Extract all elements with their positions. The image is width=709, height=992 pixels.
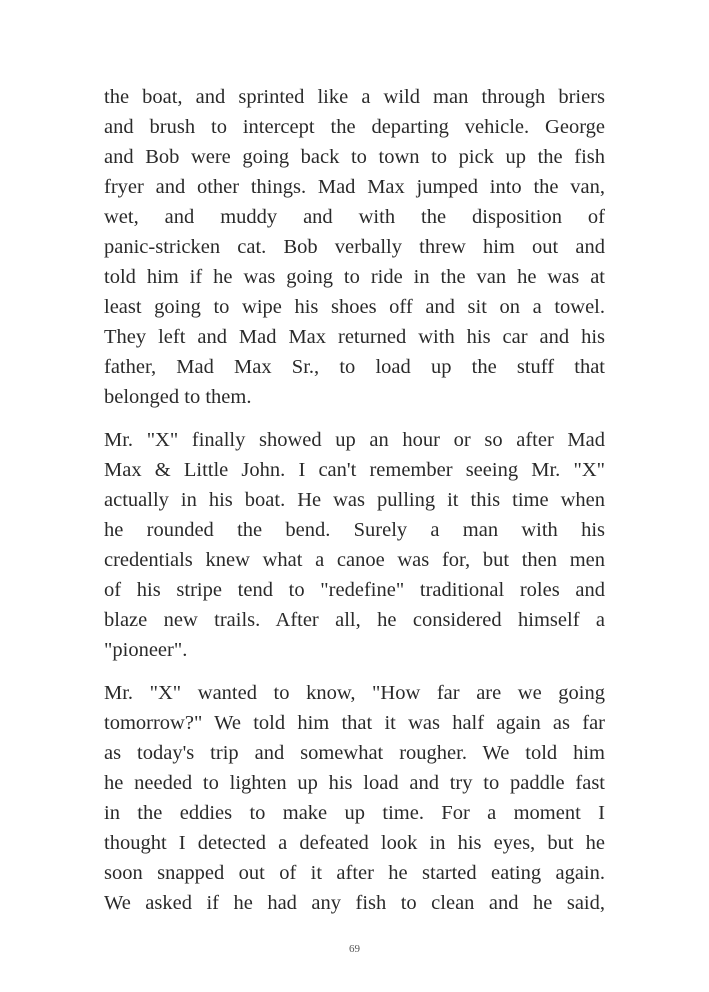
text-line: the boat, and sprinted like a wild man through briers (104, 86, 605, 108)
text-line: "pioneer". (104, 639, 188, 661)
page-body (104, 82, 605, 931)
text-line: and brush to intercept the departing vehicle. George (104, 116, 605, 138)
text-line: he rounded the bend. Surely a man with his (104, 519, 605, 541)
paragraph-2 (104, 425, 605, 665)
text-line: They left and Mad Max returned with his car and his (104, 326, 605, 348)
text-line: We asked if he had any fish to clean and he said, (104, 892, 605, 914)
text-line: Max & Little John. I can't remember seeing Mr. "X" (104, 459, 605, 481)
paragraph-3 (104, 678, 605, 918)
text-line: of his stripe tend to "redefine" traditional roles and (104, 579, 605, 601)
text-line: blaze new trails. After all, he considered himself a (104, 609, 605, 631)
text-line: belonged to them. (104, 386, 252, 408)
text-line: he needed to lighten up his load and try to paddle fast (104, 772, 605, 794)
text-line: thought I detected a defeated look in his eyes, but he (104, 832, 605, 854)
page-number: 69 (349, 943, 360, 955)
text-line: fryer and other things. Mad Max jumped into the van, (104, 176, 605, 198)
text-line: credentials knew what a canoe was for, but then men (104, 549, 605, 571)
text-line: actually in his boat. He was pulling it this time when (104, 489, 605, 511)
text-line: wet, and muddy and with the disposition of (104, 206, 605, 228)
text-line: Mr. "X" finally showed up an hour or so after Mad (104, 429, 605, 451)
text-line: as today's trip and somewhat rougher. We told him (104, 742, 605, 764)
paragraph-1 (104, 82, 605, 412)
text-line: and Bob were going back to town to pick up the fish (104, 146, 605, 168)
text-line: told him if he was going to ride in the van he was at (104, 266, 605, 288)
text-line: soon snapped out of it after he started eating again. (104, 862, 605, 884)
text-line: in the eddies to make up time. For a moment I (104, 802, 605, 824)
text-line: least going to wipe his shoes off and sit on a towel. (104, 296, 605, 318)
text-line: father, Mad Max Sr., to load up the stuff that (104, 356, 605, 378)
text-line: panic-stricken cat. Bob verbally threw him out and (104, 236, 605, 258)
text-line: tomorrow?" We told him that it was half again as far (104, 712, 605, 734)
text-line: Mr. "X" wanted to know, "How far are we going (104, 682, 605, 704)
